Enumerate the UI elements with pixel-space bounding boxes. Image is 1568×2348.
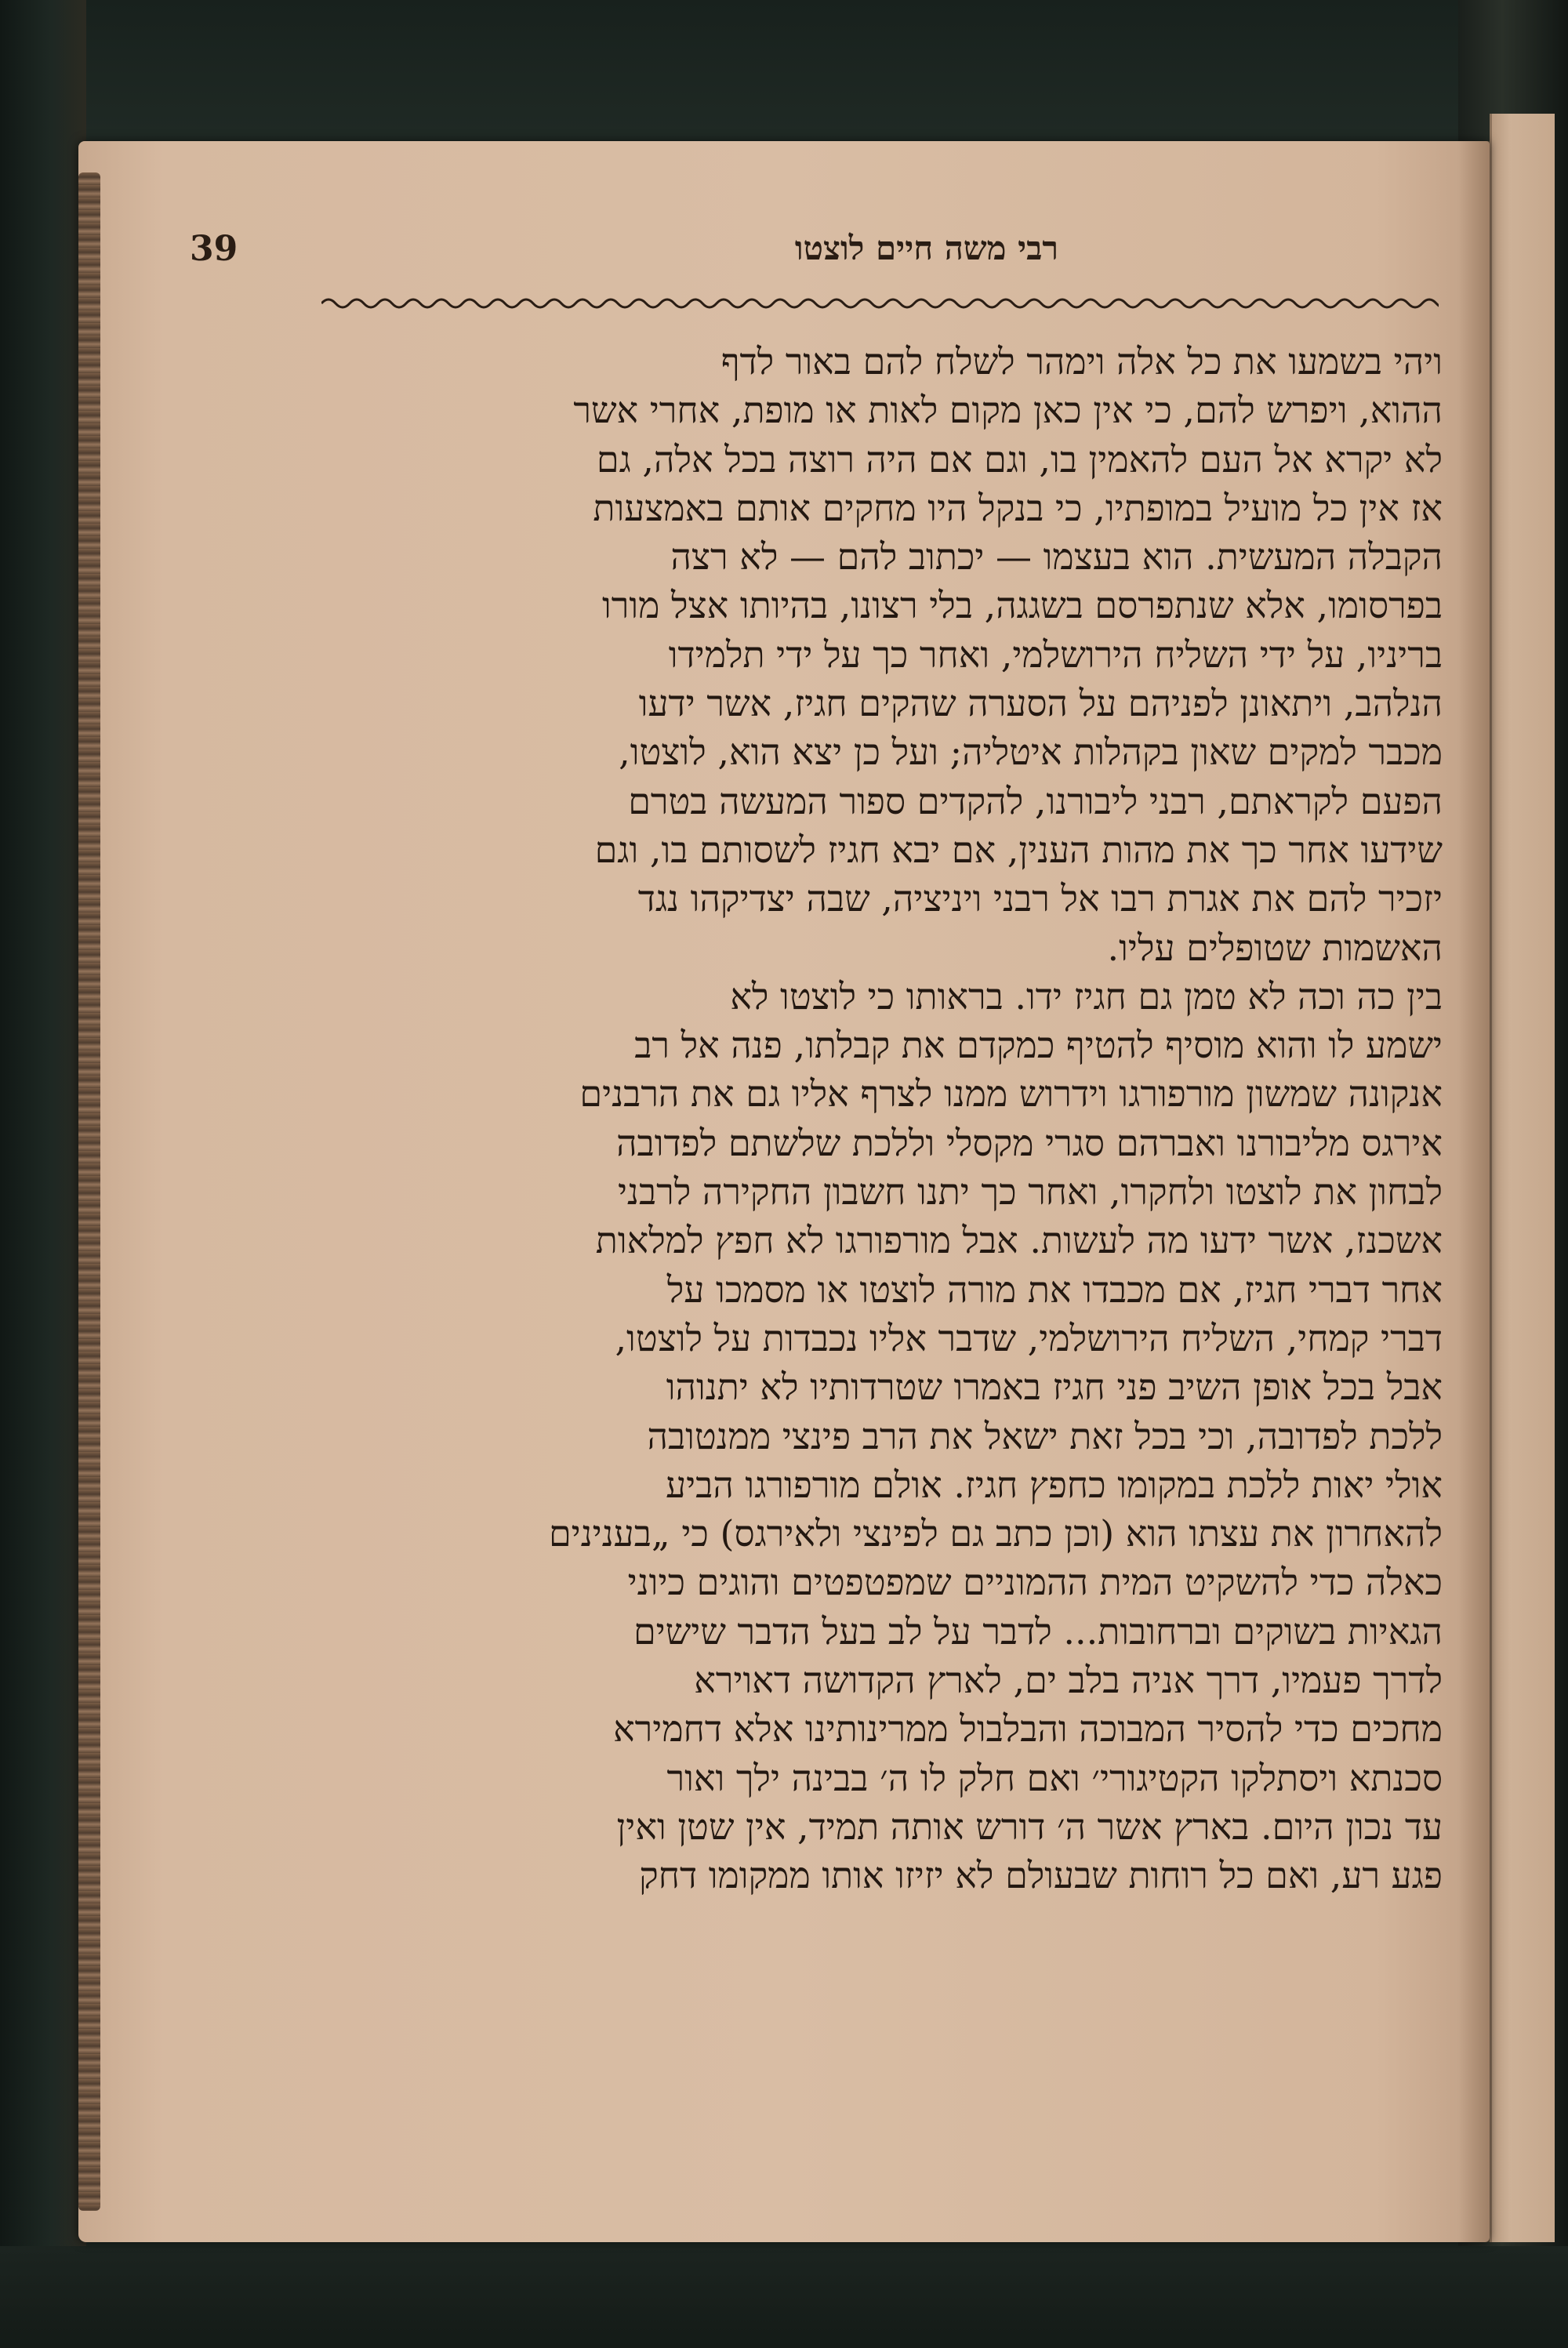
- body-text: [321, 337, 1443, 1900]
- text-line: מכבר למקים שאון בקהלות איטליה; ועל כן יצא הוא, לוצטו,: [619, 731, 1443, 774]
- text-line: סכנתא ויסתלקו הקטיגורי׳ ואם חלק לו ה׳ בבינה ילך ואור: [666, 1756, 1443, 1799]
- facing-page-edge: [1490, 114, 1555, 2242]
- text-line: לדרך פעמיו, דרך אניה בלב ים, לארץ הקדושה דאוירא: [694, 1659, 1443, 1702]
- text-line: בין כה וכה לא טמן גם חגיז ידו. בראותו כי לוצטו לא: [730, 974, 1443, 1018]
- text-line: האשמות שטופלים עליו.: [1107, 926, 1443, 969]
- text-line: לבחון את לוצטו ולחקרו, ואחר כך יתנו חשבון החקירה לרבני: [617, 1170, 1443, 1214]
- text-line: ההוא, ויפרש להם, כי אין כאן מקום לאות או מופת, אחרי אשר: [573, 389, 1443, 432]
- book-page: [78, 141, 1490, 2242]
- wavy-rule-divider: [321, 288, 1439, 319]
- text-line: אירגס מליבורנו ואברהם סגרי מקסלי וללכת שלשתם לפדובה: [616, 1121, 1443, 1164]
- text-line: עד נכון היום. בארץ אשר ה׳ דורש אותה תמיד, אין שטן ואין: [616, 1805, 1443, 1848]
- text-line: להאחרון את עצתו הוא (וכן כתב גם לפינצי ולאירגס) כי „בענינים: [548, 1512, 1443, 1555]
- page-number: 39: [190, 229, 238, 269]
- text-line: אנקונה שמשון מורפורגו וידרוש ממנו לצרף אליו גם את הרבנים: [579, 1072, 1443, 1116]
- paragraph-1: [321, 337, 1443, 972]
- text-line: בפרסומו, אלא שנתפרסם בשגגה, בלי רצונו, בהיותו אצל מורו: [602, 584, 1443, 627]
- page-edge: [78, 172, 100, 2211]
- text-line: פגע רע, ואם כל רוחות שבעולם לא יזיזו אותו ממקומו דחק: [639, 1854, 1443, 1897]
- text-line: אולי יאות ללכת במקומו כחפץ חגיז. אולם מורפורגו הביע: [666, 1463, 1443, 1506]
- text-line: אז אין כל מועיל במופתיו, כי בנקל היו מחקים אותם באמצעות: [593, 486, 1443, 529]
- text-line: הגאיות בשוקים וברחובות... לדבר על לב בעל הדבר שישים: [633, 1609, 1443, 1653]
- running-title: רבי משה חיים לוצטו: [794, 229, 1058, 267]
- book-cover-left: [0, 0, 86, 2348]
- text-line: דברי קמחי, השליח הירושלמי, שדבר אליו נכבדות על לוצטו,: [615, 1316, 1443, 1359]
- text-line: שידעו אחר כך את מהות הענין, אם יבא חגיז לשסותם בו, וגם: [594, 828, 1443, 871]
- text-line: הנלהב, ויתאונן לפניהם על הסערה שהקים חגיז, אשר ידעו: [638, 682, 1443, 725]
- text-line: הפעם לקראתם, רבני ליבורנו, להקדים ספור המעשה בטרם: [628, 779, 1443, 822]
- paragraph-2: [321, 972, 1443, 1900]
- text-line: יזכיר להם את אגרת רבו אל רבני ויניציה, שבה יצדיקהו נגד: [637, 877, 1443, 920]
- page-gutter: [1458, 141, 1490, 2242]
- book-cover-top: [0, 0, 1568, 149]
- text-line: כאלה כדי להשקיט המית ההמוניים שמפטפטים והוגים כיוני: [627, 1561, 1443, 1604]
- text-line: אשכנז, אשר ידעו מה לעשות. אבל מורפורגו לא חפץ למלאות: [595, 1219, 1443, 1262]
- text-line: אחר דברי חגיז, אם מכבדו את מורה לוצטו או מסמכו על: [666, 1268, 1443, 1311]
- text-line: ויהי בשמעו את כל אלה וימהר לשלח להם באור לדף: [720, 340, 1443, 383]
- text-line: הקבלה המעשית. הוא בעצמו — יכתוב להם — לא רצה: [670, 535, 1443, 579]
- book-cover-bottom: [0, 2246, 1568, 2348]
- text-line: בריניו, על ידי השליח הירושלמי, ואחר כך על ידי תלמידו: [668, 633, 1443, 676]
- text-line: אבל בכל אופן השיב פני חגיז באמרו שטרדותיו לא יתנוהו: [666, 1366, 1443, 1409]
- text-line: ישמע לו והוא מוסיף להטיף כמקדם את קבלתו, פנה אל רב: [634, 1024, 1443, 1067]
- text-line: לא יקרא אל העם להאמין בו, וגם אם היה רוצה בכל אלה, גם: [596, 437, 1443, 481]
- text-line: ללכת לפדובה, וכי בכל זאת ישאל את הרב פינצי ממנטובה: [647, 1414, 1443, 1457]
- text-line: מחכים כדי להסיר המבוכה והבלבול ממרינותינו אלא דחמירא: [613, 1707, 1443, 1751]
